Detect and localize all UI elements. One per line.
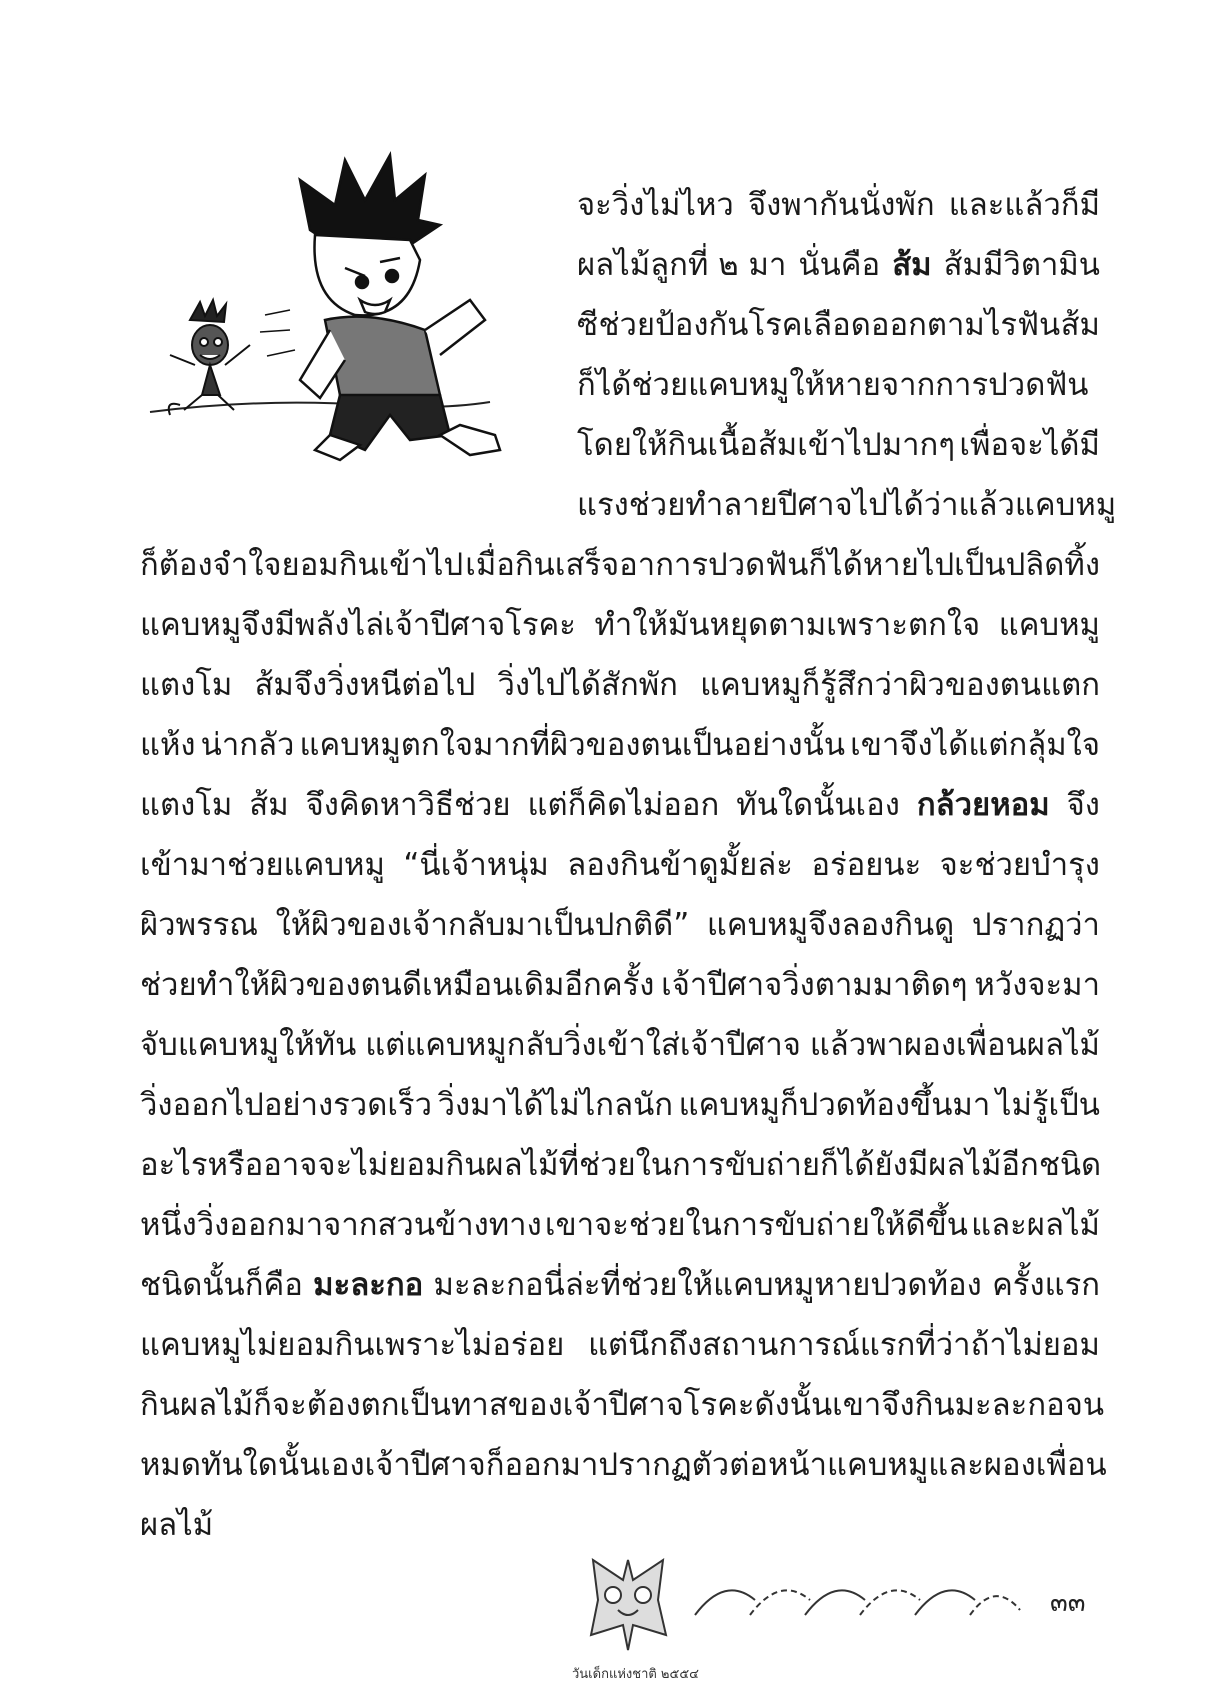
text-segment: เพื่อจะได้มี <box>959 427 1100 463</box>
text-segment: แรงช่วยทำลายปีศาจไปได้ <box>577 487 924 523</box>
text-segment: แล้วพาผองเพื่อนผลไม้ <box>809 1027 1100 1063</box>
text-segment: น่ากลัว <box>200 727 295 763</box>
text-segment: หนึ่งวิ่งออกมาจากสวนข้างทาง <box>140 1207 542 1243</box>
text-segment: ปรากฏว่า <box>971 907 1100 943</box>
text-line <box>140 1495 1100 1555</box>
text-segment: วิ่งออกไปอย่างรวดเร็ว <box>140 1087 432 1123</box>
text-segment: แตงโม <box>140 667 233 703</box>
text-segment: ผิวพรรณ <box>140 907 259 943</box>
text-segment: หรืออาจจะไม่ยอมกินผลไม้ที่ช่วยในการขับถ่ายก็ได้ <box>207 1147 875 1183</box>
text-segment: แคบหมูก็ปวดท้องขึ้นมา <box>678 1087 991 1123</box>
text-segment: แห้ง <box>140 727 196 763</box>
text-segment: จึงคิดหาวิธีช่วย <box>305 787 511 823</box>
text-line <box>577 235 1100 295</box>
text-line <box>577 175 1100 235</box>
text-segment: ผลไม้ <box>140 1507 214 1543</box>
text-segment: ช่วยทำให้ผิวของตนดีเหมือนเดิมอีกครั้ง <box>140 967 655 1003</box>
text-segment: “นี่เจ้าหนุ่ม <box>403 847 549 883</box>
text-segment: จะวิ่งไม่ไหว <box>577 187 734 223</box>
text-segment: ก็ต้องจำใจยอมกินเข้าไป <box>140 547 464 583</box>
text-line <box>140 1315 1100 1375</box>
text-segment: ก็ได้ช่วยแคบหมูให้หายจากการปวดฟัน <box>577 367 1089 403</box>
logo-caption: วันเด็กแห่งชาติ ๒๕๕๔ <box>572 1667 700 1682</box>
text-segment: เขาจะช่วยในการขับถ่ายให้ดีขึ้น <box>544 1207 968 1243</box>
text-segment: แคบหมูจึงลองกินดู <box>706 907 955 943</box>
text-segment: กินผลไม้ <box>140 1387 254 1423</box>
text-line <box>140 595 1100 655</box>
text-line <box>140 1375 1105 1435</box>
text-segment: จับแคบหมูให้ทัน <box>140 1027 357 1063</box>
text-segment: จึง <box>1066 787 1100 823</box>
childrens-day-logo-icon <box>588 1555 668 1655</box>
text-segment: โดยให้กินเนื้อส้มเข้าไปมากๆ <box>577 427 955 463</box>
story-text-wrapped <box>577 175 1117 535</box>
boy-figure <box>260 155 500 460</box>
text-segment: จะช่วยบำรุง <box>939 847 1100 883</box>
text-segment: ครั้งแรก <box>992 1267 1100 1303</box>
text-segment: ทันใดนั้นเองเจ้าปีศาจก็ออกมาปรากฏตัวต่อหน้าแคบหมูและผองเพื่อน <box>201 1447 1107 1483</box>
text-line <box>140 655 1100 715</box>
text-segment: ทันใดนั้นเอง <box>736 787 900 823</box>
text-segment: แคบหมูก็รู้สึกว่าผิวของตนแตก <box>700 667 1100 703</box>
text-segment: มะละกอนี่ล่ะที่ช่วยให้แคบหมูหายปวดท้อง <box>433 1267 982 1303</box>
text-line <box>140 1015 1100 1075</box>
text-line <box>140 955 1100 1015</box>
text-line <box>140 775 1100 835</box>
text-segment: จึงพากันนั่งพัก <box>747 187 935 223</box>
text-segment: หวังจะมา <box>974 967 1100 1003</box>
bold-fruit-name: กล้วยหอม <box>916 787 1050 823</box>
text-line <box>140 835 1100 895</box>
bold-fruit-name: ส้ม <box>892 247 932 283</box>
text-segment: เขาจึงได้แต่กลุ้มใจ <box>850 727 1100 763</box>
text-segment: ว่าแล้วแคบหมู <box>923 487 1117 523</box>
text-segment: ให้ผิวของเจ้ากลับมาเป็นปกติดี” <box>275 907 690 943</box>
text-line <box>577 355 1100 415</box>
demon-figure <box>169 300 250 415</box>
text-segment: ซี <box>577 307 599 343</box>
text-segment: แคบหมูไม่ยอมกินเพราะไม่อร่อย <box>140 1327 565 1363</box>
text-segment: และแล้วก็มี <box>948 187 1100 223</box>
text-line <box>140 1135 1100 1195</box>
text-segment: อร่อยนะ <box>811 847 922 883</box>
text-line <box>140 715 1100 775</box>
text-segment: แต่แคบหมูกลับวิ่งเข้าใส่เจ้าปีศาจ <box>365 1027 801 1063</box>
text-segment: เข้ามาช่วยแคบหมู <box>140 847 385 883</box>
text-segment: แคบหมูตกใจมากที่ผิวของตนเป็นอย่างนั้น <box>299 727 846 763</box>
text-line <box>577 295 1100 355</box>
text-segment: แต่นึกถึงสถานการณ์แรกที่ว่าถ้าไม่ยอม <box>588 1327 1100 1363</box>
text-line <box>140 1075 1100 1135</box>
text-segment: ส้ม <box>1060 307 1100 343</box>
text-line <box>140 895 1100 955</box>
text-segment: ช่วยป้องกันโรคเลือดออกตามไรฟัน <box>598 307 1061 343</box>
text-segment: ส้มมีวิตามิน <box>943 247 1100 283</box>
bold-fruit-name: มะละกอ <box>313 1267 424 1303</box>
boy-and-demon-illustration <box>140 150 540 470</box>
text-segment: ยังมีผลไม้อีกชนิด <box>874 1147 1102 1183</box>
text-line <box>140 1195 1100 1255</box>
decorative-arcs <box>690 1570 1030 1630</box>
text-segment: แคบหมู <box>998 607 1100 643</box>
text-segment: นั่นคือ <box>798 247 881 283</box>
text-segment: วิ่งมาได้ไม่ไกลนัก <box>437 1087 674 1123</box>
text-segment: แตงโม <box>140 787 233 823</box>
text-segment: อะไร <box>140 1147 208 1183</box>
text-segment: ก็จะต้องตกเป็นทาสของเจ้าปีศาจโรคะ <box>253 1387 755 1423</box>
text-segment: ส้ม <box>249 787 289 823</box>
text-line <box>577 475 1117 535</box>
page-number: ๓๓ <box>1050 1588 1086 1618</box>
story-text-body <box>140 535 1107 1555</box>
text-line <box>140 1435 1107 1495</box>
text-segment: ลองกินข้าดูมั้ยล่ะ <box>567 847 793 883</box>
text-segment: แคบหมูจึงมีพลังไล่เจ้าปีศาจโรคะ <box>140 607 576 643</box>
text-segment: เจ้าปีศาจวิ่งตามมาติดๆ <box>661 967 968 1003</box>
text-segment: ทำให้มันหยุดตามเพราะตกใจ <box>594 607 981 643</box>
text-segment: ดังนั้นเขาจึงกินมะละกอจน <box>754 1387 1105 1423</box>
text-segment: ไม่รู้เป็น <box>995 1087 1100 1123</box>
text-segment: ส้มจึงวิ่งหนีต่อไป <box>254 667 476 703</box>
text-segment: เมื่อกินเสร็จอาการปวดฟันก็ได้หายไปเป็นปลิดทิ้ง <box>465 547 1100 583</box>
text-line <box>577 415 1100 475</box>
text-segment: ชนิดนั้นก็คือ <box>140 1267 303 1303</box>
text-segment: หมด <box>140 1447 202 1483</box>
text-segment: ผลไม้ลูกที่ ๒ มา <box>577 247 787 283</box>
text-segment: แต่ก็คิดไม่ออก <box>527 787 720 823</box>
text-line <box>140 1255 1100 1315</box>
text-line <box>140 535 1100 595</box>
text-segment: วิ่งไปได้สักพัก <box>497 667 678 703</box>
text-segment: และผลไม้ <box>971 1207 1100 1243</box>
